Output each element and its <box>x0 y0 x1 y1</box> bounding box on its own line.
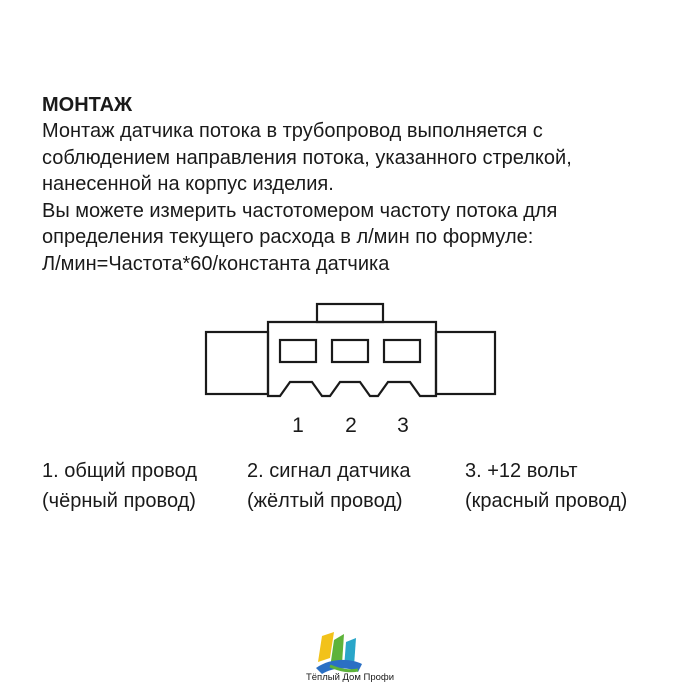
pin-label-3: 3 <box>397 414 409 437</box>
pin-label-1: 1 <box>292 414 304 437</box>
wire-color-3: (красный провод) <box>465 490 628 512</box>
connector-body <box>268 322 436 396</box>
formula-line: Л/мин=Частота*60/константа датчика <box>42 252 390 275</box>
text-line-3: нанесенной на корпус изделия. <box>42 173 334 195</box>
pin-label-2: 2 <box>345 414 357 437</box>
wire-color-2: (жёлтый провод) <box>247 490 403 512</box>
text-line-2: соблюдением направления потока, указанного стрелкой, <box>42 146 572 169</box>
installation-section <box>42 92 672 277</box>
connector-right-wing <box>436 332 495 394</box>
wire-name-3: 3. +12 вольт <box>465 460 578 482</box>
wire-item-2 <box>247 456 411 516</box>
pin-slot-1 <box>280 340 316 362</box>
text-line-5: определения текущего расхода в л/мин по формуле: <box>42 226 534 248</box>
wire-name-2: 2. сигнал датчика <box>247 460 411 482</box>
pin-labels <box>0 414 700 444</box>
wire-color-1: (чёрный провод) <box>42 490 196 512</box>
brand-logo-text: Тёплый Дом Профи <box>305 672 395 683</box>
connector-left-wing <box>206 332 268 394</box>
wire-item-3 <box>465 456 627 516</box>
pin-slot-2 <box>332 340 368 362</box>
wire-item-1 <box>42 456 197 516</box>
wire-name-1: 1. общий провод <box>42 460 197 482</box>
text-line-1: Монтаж датчика потока в трубопровод выполняется с <box>42 120 543 142</box>
text-line-4: Вы можете измерить частотомером частоту потока для <box>42 199 558 222</box>
pin-slot-3 <box>384 340 420 362</box>
section-heading: МОНТАЖ <box>42 94 133 116</box>
connector-latch <box>317 304 383 322</box>
connector-diagram <box>200 296 500 406</box>
